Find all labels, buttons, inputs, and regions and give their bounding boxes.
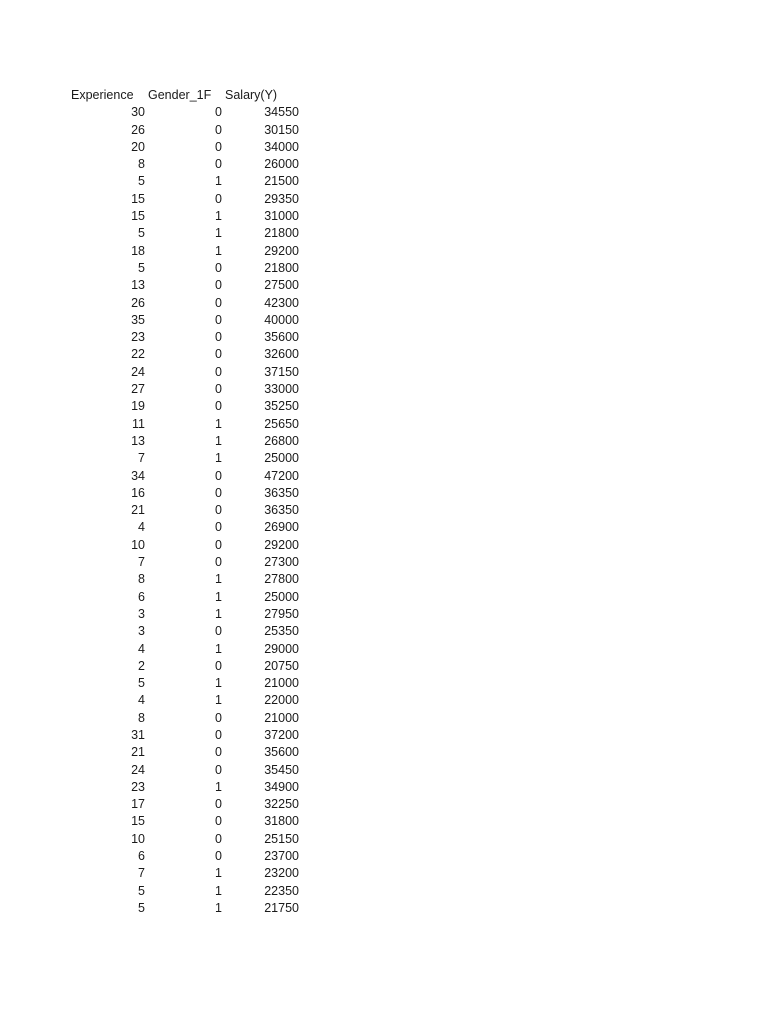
- cell-salary[interactable]: 26800: [264, 433, 299, 448]
- table-row: [0, 571, 768, 588]
- spreadsheet-table: [0, 87, 768, 917]
- cell-gender[interactable]: 1: [215, 589, 222, 604]
- cell-experience[interactable]: 4: [138, 693, 145, 708]
- cell-gender[interactable]: 0: [215, 727, 222, 742]
- cell-salary[interactable]: 25350: [264, 624, 299, 639]
- cell-salary[interactable]: 30150: [264, 122, 299, 137]
- cell-salary[interactable]: 35450: [264, 762, 299, 777]
- cell-experience[interactable]: 13: [131, 278, 145, 293]
- cell-experience[interactable]: 35: [131, 312, 145, 327]
- header-row: [0, 87, 768, 104]
- table-row: [0, 710, 768, 727]
- cell-experience[interactable]: 18: [131, 243, 145, 258]
- column-header-gender[interactable]: Gender_1F: [148, 88, 212, 102]
- table-row: [0, 727, 768, 744]
- table-row: [0, 900, 768, 917]
- cell-experience[interactable]: 5: [138, 226, 145, 241]
- cell-gender[interactable]: 0: [215, 555, 222, 570]
- cell-salary[interactable]: 34900: [264, 779, 299, 794]
- cell-experience[interactable]: 3: [138, 606, 145, 621]
- cell-experience[interactable]: 21: [131, 745, 145, 760]
- cell-experience[interactable]: 20: [131, 139, 145, 154]
- table-row: [0, 225, 768, 242]
- cell-salary[interactable]: 29200: [264, 537, 299, 552]
- cell-gender[interactable]: 0: [215, 399, 222, 414]
- cell-experience[interactable]: 10: [131, 831, 145, 846]
- cell-experience[interactable]: 8: [138, 157, 145, 172]
- cell-salary[interactable]: 34550: [264, 105, 299, 120]
- cell-gender[interactable]: 0: [215, 330, 222, 345]
- cell-salary[interactable]: 32600: [264, 347, 299, 362]
- table-row: [0, 537, 768, 554]
- cell-salary[interactable]: 34000: [264, 139, 299, 154]
- cell-experience[interactable]: 5: [138, 900, 145, 915]
- table-row: [0, 606, 768, 623]
- cell-gender[interactable]: 0: [215, 382, 222, 397]
- cell-experience[interactable]: 3: [138, 624, 145, 639]
- table-row: [0, 813, 768, 830]
- cell-salary[interactable]: 27500: [264, 278, 299, 293]
- cell-experience[interactable]: 34: [131, 468, 145, 483]
- cell-salary[interactable]: 47200: [264, 468, 299, 483]
- cell-gender[interactable]: 0: [215, 710, 222, 725]
- cell-experience[interactable]: 4: [138, 520, 145, 535]
- table-row: [0, 848, 768, 865]
- cell-salary[interactable]: 33000: [264, 382, 299, 397]
- table-row: [0, 450, 768, 467]
- cell-experience[interactable]: 7: [138, 451, 145, 466]
- cell-experience[interactable]: 8: [138, 710, 145, 725]
- cell-gender[interactable]: 1: [215, 900, 222, 915]
- table-row: [0, 295, 768, 312]
- cell-experience[interactable]: 24: [131, 364, 145, 379]
- cell-gender[interactable]: 0: [215, 537, 222, 552]
- cell-salary[interactable]: 21800: [264, 226, 299, 241]
- cell-experience[interactable]: 31: [131, 727, 145, 742]
- cell-gender[interactable]: 0: [215, 503, 222, 518]
- cell-experience[interactable]: 15: [131, 814, 145, 829]
- cell-gender[interactable]: 1: [215, 416, 222, 431]
- cell-experience[interactable]: 26: [131, 122, 145, 137]
- cell-experience[interactable]: 21: [131, 503, 145, 518]
- cell-salary[interactable]: 26000: [264, 157, 299, 172]
- cell-gender[interactable]: 0: [215, 347, 222, 362]
- cell-gender[interactable]: 0: [215, 295, 222, 310]
- cell-salary[interactable]: 37150: [264, 364, 299, 379]
- table-row: [0, 243, 768, 260]
- cell-salary[interactable]: 23200: [264, 866, 299, 881]
- cell-experience[interactable]: 30: [131, 105, 145, 120]
- cell-gender[interactable]: 0: [215, 624, 222, 639]
- cell-gender[interactable]: 0: [215, 191, 222, 206]
- table-row: [0, 312, 768, 329]
- table-row: [0, 883, 768, 900]
- cell-gender[interactable]: 0: [215, 260, 222, 275]
- cell-experience[interactable]: 5: [138, 676, 145, 691]
- cell-experience[interactable]: 17: [131, 797, 145, 812]
- table-row: [0, 260, 768, 277]
- table-row: [0, 744, 768, 761]
- cell-gender[interactable]: 0: [215, 745, 222, 760]
- cell-salary[interactable]: 22000: [264, 693, 299, 708]
- table-row: [0, 831, 768, 848]
- cell-gender[interactable]: 1: [215, 572, 222, 587]
- cell-salary[interactable]: 26900: [264, 520, 299, 535]
- table-row: [0, 139, 768, 156]
- cell-salary[interactable]: 36350: [264, 485, 299, 500]
- cell-experience[interactable]: 19: [131, 399, 145, 414]
- cell-gender[interactable]: 0: [215, 831, 222, 846]
- cell-experience[interactable]: 7: [138, 555, 145, 570]
- cell-salary[interactable]: 35600: [264, 330, 299, 345]
- cell-salary[interactable]: 29350: [264, 191, 299, 206]
- cell-salary[interactable]: 21500: [264, 174, 299, 189]
- table-row: [0, 865, 768, 882]
- table-row: [0, 173, 768, 190]
- cell-salary[interactable]: 42300: [264, 295, 299, 310]
- cell-gender[interactable]: 1: [215, 433, 222, 448]
- cell-experience[interactable]: 5: [138, 174, 145, 189]
- cell-experience[interactable]: 6: [138, 849, 145, 864]
- table-row: [0, 329, 768, 346]
- cell-gender[interactable]: 1: [215, 693, 222, 708]
- table-row: [0, 485, 768, 502]
- cell-experience[interactable]: 6: [138, 589, 145, 604]
- cell-experience[interactable]: 11: [132, 416, 145, 431]
- cell-salary[interactable]: 25000: [264, 589, 299, 604]
- table-row: [0, 675, 768, 692]
- cell-salary[interactable]: 36350: [264, 503, 299, 518]
- cell-salary[interactable]: 27300: [264, 555, 299, 570]
- cell-gender[interactable]: 0: [215, 520, 222, 535]
- cell-salary[interactable]: 29000: [264, 641, 299, 656]
- cell-salary[interactable]: 32250: [264, 797, 299, 812]
- table-row: [0, 433, 768, 450]
- cell-experience[interactable]: 26: [131, 295, 145, 310]
- cell-experience[interactable]: 7: [138, 866, 145, 881]
- table-row: [0, 208, 768, 225]
- cell-gender[interactable]: 1: [215, 226, 222, 241]
- table-row: [0, 502, 768, 519]
- cell-salary[interactable]: 25150: [264, 831, 299, 846]
- cell-gender[interactable]: 0: [215, 278, 222, 293]
- cell-gender[interactable]: 0: [215, 105, 222, 120]
- cell-gender[interactable]: 0: [215, 364, 222, 379]
- cell-gender[interactable]: 0: [215, 139, 222, 154]
- cell-salary[interactable]: 21000: [264, 676, 299, 691]
- cell-gender[interactable]: 1: [215, 606, 222, 621]
- column-header-salary[interactable]: Salary(Y): [225, 88, 278, 102]
- cell-salary[interactable]: 27950: [264, 606, 299, 621]
- cell-salary[interactable]: 35250: [264, 399, 299, 414]
- table-row: [0, 104, 768, 121]
- table-row: [0, 658, 768, 675]
- cell-gender[interactable]: 0: [215, 157, 222, 172]
- table-row: [0, 364, 768, 381]
- cell-salary[interactable]: 29200: [264, 243, 299, 258]
- cell-salary[interactable]: 31800: [264, 814, 299, 829]
- cell-gender[interactable]: 0: [215, 849, 222, 864]
- cell-gender[interactable]: 1: [215, 779, 222, 794]
- table-row: [0, 779, 768, 796]
- cell-salary[interactable]: 35600: [264, 745, 299, 760]
- table-row: [0, 623, 768, 640]
- cell-salary[interactable]: 20750: [264, 658, 299, 673]
- cell-gender[interactable]: 1: [215, 209, 222, 224]
- cell-experience[interactable]: 16: [131, 485, 145, 500]
- cell-gender[interactable]: 0: [215, 312, 222, 327]
- cell-experience[interactable]: 8: [138, 572, 145, 587]
- cell-experience[interactable]: 5: [138, 883, 145, 898]
- table-row: [0, 277, 768, 294]
- table-body: [0, 104, 768, 917]
- table-row: [0, 554, 768, 571]
- table-row: [0, 692, 768, 709]
- cell-salary[interactable]: 21800: [264, 260, 299, 275]
- cell-experience[interactable]: 4: [138, 641, 145, 656]
- cell-experience[interactable]: 15: [131, 191, 145, 206]
- cell-salary[interactable]: 23700: [264, 849, 299, 864]
- cell-gender[interactable]: 1: [215, 676, 222, 691]
- cell-gender[interactable]: 0: [215, 658, 222, 673]
- cell-salary[interactable]: 21750: [264, 900, 299, 915]
- table-row: [0, 468, 768, 485]
- cell-experience[interactable]: 5: [138, 260, 145, 275]
- table-row: [0, 398, 768, 415]
- cell-gender[interactable]: 0: [215, 762, 222, 777]
- cell-salary[interactable]: 40000: [264, 312, 299, 327]
- cell-salary[interactable]: 31000: [264, 209, 299, 224]
- cell-gender[interactable]: 1: [215, 883, 222, 898]
- cell-experience[interactable]: 23: [131, 779, 145, 794]
- cell-gender[interactable]: 1: [215, 243, 222, 258]
- cell-gender[interactable]: 1: [215, 174, 222, 189]
- table-row: [0, 191, 768, 208]
- cell-salary[interactable]: 27800: [264, 572, 299, 587]
- cell-salary[interactable]: 22350: [264, 883, 299, 898]
- table-row: [0, 156, 768, 173]
- table-row: [0, 762, 768, 779]
- table-row: [0, 381, 768, 398]
- table-row: [0, 641, 768, 658]
- cell-experience[interactable]: 13: [131, 433, 145, 448]
- cell-experience[interactable]: 23: [131, 330, 145, 345]
- cell-gender[interactable]: 0: [215, 814, 222, 829]
- table-row: [0, 122, 768, 139]
- cell-gender[interactable]: 1: [215, 451, 222, 466]
- table-row: [0, 796, 768, 813]
- cell-gender[interactable]: 1: [215, 641, 222, 656]
- table-row: [0, 519, 768, 536]
- cell-gender[interactable]: 0: [215, 468, 222, 483]
- cell-salary[interactable]: 25650: [264, 416, 299, 431]
- cell-gender[interactable]: 0: [215, 485, 222, 500]
- table-row: [0, 346, 768, 363]
- cell-gender[interactable]: 1: [215, 866, 222, 881]
- cell-salary[interactable]: 37200: [264, 727, 299, 742]
- table-row: [0, 416, 768, 433]
- cell-salary[interactable]: 25000: [264, 451, 299, 466]
- cell-gender[interactable]: 0: [215, 122, 222, 137]
- cell-experience[interactable]: 22: [131, 347, 145, 362]
- cell-experience[interactable]: 2: [138, 658, 145, 673]
- cell-experience[interactable]: 24: [131, 762, 145, 777]
- cell-experience[interactable]: 15: [131, 209, 145, 224]
- cell-experience[interactable]: 10: [131, 537, 145, 552]
- table-row: [0, 589, 768, 606]
- cell-experience[interactable]: 27: [131, 382, 145, 397]
- cell-gender[interactable]: 0: [215, 797, 222, 812]
- cell-salary[interactable]: 21000: [264, 710, 299, 725]
- column-header-experience[interactable]: Experience: [71, 88, 134, 102]
